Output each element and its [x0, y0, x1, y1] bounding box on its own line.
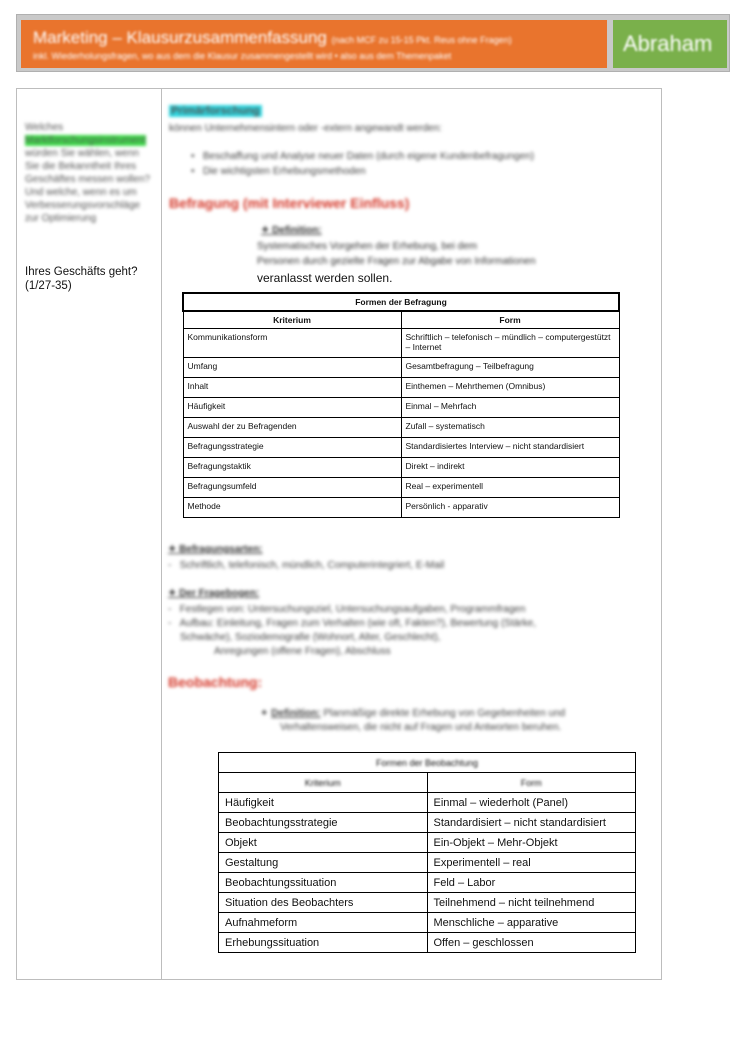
- header-subtitle: inkl. Wiederholungsfragen, wo aus dem die Klausur zusammengestellt wird • also aus dem Themenpaket: [33, 51, 452, 61]
- fragebogen-line: - Festlegen von: Untersuchungsziel, Untersuchungsaufgaben, Programmfragen: [168, 604, 526, 615]
- befragung-heading: Befragung (mit Interviewer Einfluss): [169, 195, 410, 211]
- table-row: [219, 893, 636, 913]
- table-cell: Menschliche – apparative: [427, 913, 636, 933]
- table-caption: Formen der Beobachtung: [219, 753, 636, 773]
- table-row: [219, 913, 636, 933]
- table-row: [183, 418, 619, 438]
- question-part: Welches: [25, 122, 64, 133]
- table-cell: Umfang: [183, 358, 401, 378]
- fragebogen-line: Anregungen (offene Fragen), Abschluss: [214, 646, 391, 657]
- primary-intro: können Unternehmensintern oder -extern angewandt werden:: [169, 123, 442, 134]
- table-row: [219, 853, 636, 873]
- column-header: Form: [401, 311, 619, 329]
- arten-heading: ✦ Befragungsarten:: [168, 544, 263, 555]
- primary-heading: Primärforschung: [171, 105, 260, 117]
- table-row: [183, 438, 619, 458]
- author-badge: [613, 20, 727, 68]
- table-cell: Feld – Labor: [427, 873, 636, 893]
- table-cell: Häufigkeit: [183, 398, 401, 418]
- table-cell: Befragungstaktik: [183, 458, 401, 478]
- arten-value: Schriftlich, telefonisch, mündlich, Computerintegriert, E-Mail: [179, 560, 445, 571]
- fb-text: Festlegen von: Untersuchungsziel, Untersuchungsaufgaben, Programmfragen: [179, 604, 526, 615]
- table-cell: Situation des Beobachters: [219, 893, 428, 913]
- beobachtung-definition: ✦ Definition: Planmäßige direkte Erhebung von Gegebenheiten und: [260, 708, 566, 719]
- table-cell: Zufall – systematisch: [401, 418, 619, 438]
- column-header: Kriterium: [183, 311, 401, 329]
- table-caption: Formen der Befragung: [183, 293, 619, 311]
- table-cell: Experimentell – real: [427, 853, 636, 873]
- title-text: Marketing – Klausurzusammenfassung: [33, 28, 327, 47]
- table-cell: Kommunikationsform: [183, 329, 401, 358]
- primary-bullet: • Die wichtigsten Erhebungsmethoden: [191, 166, 366, 177]
- table-cell: Objekt: [219, 833, 428, 853]
- table-cell: Befragungsumfeld: [183, 478, 401, 498]
- table-row: [183, 458, 619, 478]
- column-header: Form: [427, 773, 636, 793]
- table-cell: Teilnehmend – nicht teilnehmend: [427, 893, 636, 913]
- table-cell: Schriftlich – telefonisch – mündlich – computergestützt – Internet: [401, 329, 619, 358]
- beobachtung-table: [218, 752, 636, 953]
- def-label-text: Definition:: [272, 225, 322, 236]
- table-cell: Standardisiert – nicht standardisiert: [427, 813, 636, 833]
- question-column: [17, 89, 162, 979]
- fragebogen-heading: ✦ Der Fragebogen:: [168, 588, 260, 599]
- author-name: Abraham: [623, 31, 713, 56]
- table-cell: Auswahl der zu Befragenden: [183, 418, 401, 438]
- def-label-text: Definition:: [271, 708, 321, 719]
- definition-line: Personen durch gezielte Fragen zur Abgabe von Informationen: [257, 256, 536, 267]
- table-row: [219, 813, 636, 833]
- table-cell: Aufnahmeform: [219, 913, 428, 933]
- beobachtung-definition-line: Verhaltensweisen, die nicht auf Fragen und Antworten beruhen.: [280, 722, 562, 733]
- fb-text: Aufbau: Einleitung, Fragen zum Verhalten (wie oft, Fakten?), Bewertung (Stärke,: [179, 618, 536, 629]
- table-cell: Beobachtungssituation: [219, 873, 428, 893]
- table-cell: Methode: [183, 498, 401, 518]
- table-row: [219, 933, 636, 953]
- bullet-text: Die wichtigsten Erhebungsmethoden: [202, 166, 366, 177]
- table-cell: Direkt – indirekt: [401, 458, 619, 478]
- table-row: [183, 398, 619, 418]
- beobachtung-heading: Beobachtung:: [168, 674, 263, 690]
- table-cell: Offen – geschlossen: [427, 933, 636, 953]
- befragung-table: [182, 292, 620, 518]
- table-row: [183, 329, 619, 358]
- header-title-bar: [21, 20, 607, 68]
- table-cell: Befragungsstrategie: [183, 438, 401, 458]
- question-text-blurred: [25, 121, 153, 225]
- table-cell: Inhalt: [183, 378, 401, 398]
- arten-text: - Schriftlich, telefonisch, mündlich, Computerintegriert, E-Mail: [168, 560, 445, 571]
- title-extra: (nach MCF zu 15-15 Pkt. Reus ohne Fragen): [331, 35, 512, 45]
- table-cell: Gestaltung: [219, 853, 428, 873]
- column-header: Kriterium: [219, 773, 428, 793]
- question-part: würden Sie wählen, wenn Sie die Bekanntheit Ihres Geschäftes messen wollen? Und welche, wenn es um Verbesserungsvorschläge zur Optimierung: [25, 148, 151, 224]
- table-cell: Real – experimentell: [401, 478, 619, 498]
- table-row: [219, 873, 636, 893]
- fragebogen-line: Schwäche), Soziodemografie (Wohnort, Alter, Geschlecht),: [180, 632, 441, 643]
- heading-text: Befragungsarten:: [179, 544, 263, 555]
- table-row: [183, 378, 619, 398]
- primary-bullet: • Beschaffung und Analyse neuer Daten (durch eigene Kundenbefragungen): [191, 151, 535, 162]
- table-cell: Einmal – wiederholt (Panel): [427, 793, 636, 813]
- fragebogen-line: - Aufbau: Einleitung, Fragen zum Verhalten (wie oft, Fakten?), Bewertung (Stärke,: [168, 618, 536, 629]
- definition-label: ✦ Definition:: [261, 225, 322, 236]
- table-cell: Häufigkeit: [219, 793, 428, 813]
- table-row: [183, 358, 619, 378]
- table-row: [219, 793, 636, 813]
- table-row: [183, 478, 619, 498]
- table-cell: Einmal – Mehrfach: [401, 398, 619, 418]
- question-text-clear: [25, 265, 155, 293]
- table-cell: Ein-Objekt – Mehr-Objekt: [427, 833, 636, 853]
- definition-clear: veranlasst werden sollen.: [257, 271, 393, 285]
- bullet-text: Beschaffung und Analyse neuer Daten (durch eigene Kundenbefragungen): [202, 151, 535, 162]
- heading-text: Der Fragebogen:: [179, 588, 260, 599]
- question-highlight: Marktforschungsinstrument: [25, 135, 146, 146]
- table-row: [183, 498, 619, 518]
- table-cell: Erhebungssituation: [219, 933, 428, 953]
- document-header: [16, 14, 730, 72]
- table-cell: Gesamtbefragung – Teilbefragung: [401, 358, 619, 378]
- question-reference: (1/27-35): [25, 280, 72, 292]
- table-cell: Standardisiertes Interview – nicht standardisiert: [401, 438, 619, 458]
- table-cell: Persönlich - apparativ: [401, 498, 619, 518]
- header-title: [33, 28, 512, 48]
- table-cell: Einthemen – Mehrthemen (Omnibus): [401, 378, 619, 398]
- table-cell: Beobachtungsstrategie: [219, 813, 428, 833]
- table-row: [219, 833, 636, 853]
- definition-line: Systematisches Vorgehen der Erhebung, bei dem: [257, 241, 478, 252]
- def-text: Planmäßige direkte Erhebung von Gegebenheiten und: [323, 708, 566, 719]
- question-clear-line: Ihres Geschäfts geht?: [25, 266, 138, 278]
